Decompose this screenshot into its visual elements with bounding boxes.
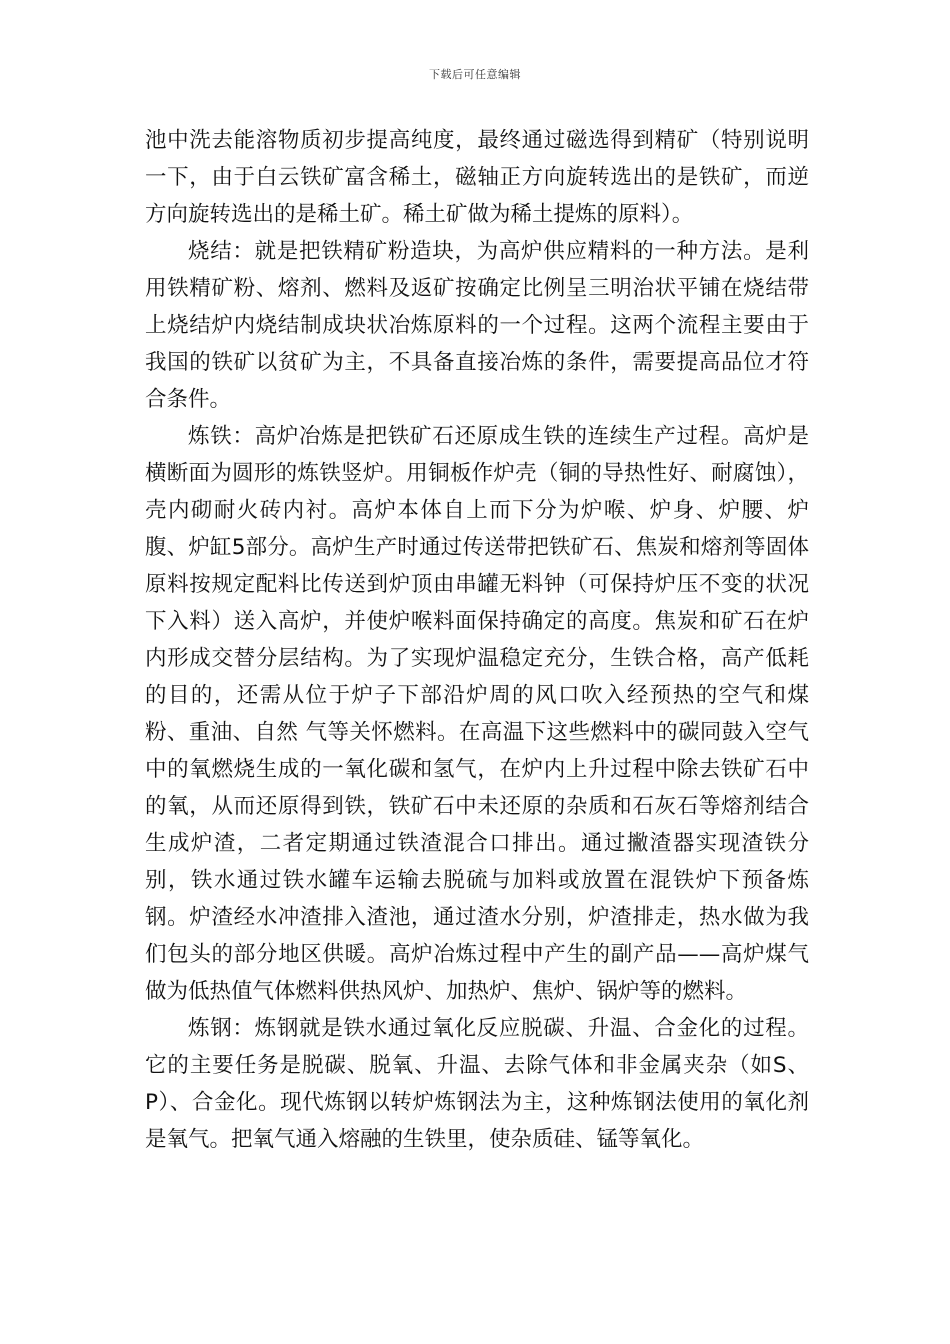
paragraph-steelmaking: 炼钢：炼钢就是铁水通过氧化反应脱碳、升温、合金化的过程。它的主要任务是脱碳、脱氧、升温、去除气体和非金属夹杂（如S、P）、合金化。现代炼钢以转炉炼钢法为主，这种炼钢法使用的氧化剂是氧气。把氧气通入熔融的生铁里，使杂质硅、锰等氧化。 — [145, 1016, 809, 1152]
document-body — [145, 122, 809, 1158]
paragraph-ironmaking: 炼铁：高炉冶炼是把铁矿石还原成生铁的连续生产过程。高炉是横断面为圆形的炼铁竖炉。用铜板作炉壳（铜的导热性好、耐腐蚀），壳内砌耐火砖内衬。高炉本体自上而下分为炉喉、炉身、炉腰、炉腹、炉缸5部分。高炉生产时通过传送带把铁矿石、焦炭和熔剂等固体原料按规定配料比传送到炉顶由串罐无料钟（可保持炉压不变的状况下入料）送入高炉，并使炉喉料面保持确定的高度。焦炭和矿石在炉内形成交替分层结构。为了实现炉温稳定充分，生铁合格，高产低耗的目的，还需从位于炉子下部沿炉周的风口吹入经预热的空气和煤粉、重油、自然 气等关怀燃料。在高温下这些燃料中的碳同鼓入空气中的氧燃烧生成的一氧化碳和氢气，在炉内上升过程中除去铁矿石中的氧，从而还原得到铁，铁矿石中未还原的杂质和石灰石等熔剂结合生成炉渣，二者定期通过铁渣混合口排出。通过撇渣器实现渣铁分别，铁水通过铁水罐车运输去脱硫与加料或放置在混铁炉下预备炼钢。炉渣经水冲渣排入渣池，通过渣水分别，炉渣排走，热水做为我们包头的部分地区供暖。高炉冶炼过程中产生的副产品——高炉煤气做为低热值气体燃料供热风炉、加热炉、焦炉、锅炉等的燃料。 — [145, 424, 809, 1004]
page-header: 下载后可任意编辑 — [429, 68, 521, 81]
paragraph-continuation: 池中洗去能溶物质初步提高纯度，最终通过磁选得到精矿（特别说明一下，由于白云铁矿富含稀土，磁轴正方向旋转选出的是铁矿，而逆方向旋转选出的是稀土矿。稀土矿做为稀土提炼的原料）。 — [145, 128, 809, 227]
paragraph-sintering: 烧结：就是把铁精矿粉造块，为高炉供应精料的一种方法。是利用铁精矿粉、熔剂、燃料及返矿按确定比例呈三明治状平铺在烧结带上烧结炉内烧结制成块状冶炼原料的一个过程。这两个流程主要由于我国的铁矿以贫矿为主，不具备直接冶炼的条件，需要提高品位才符合条件。 — [145, 239, 809, 412]
